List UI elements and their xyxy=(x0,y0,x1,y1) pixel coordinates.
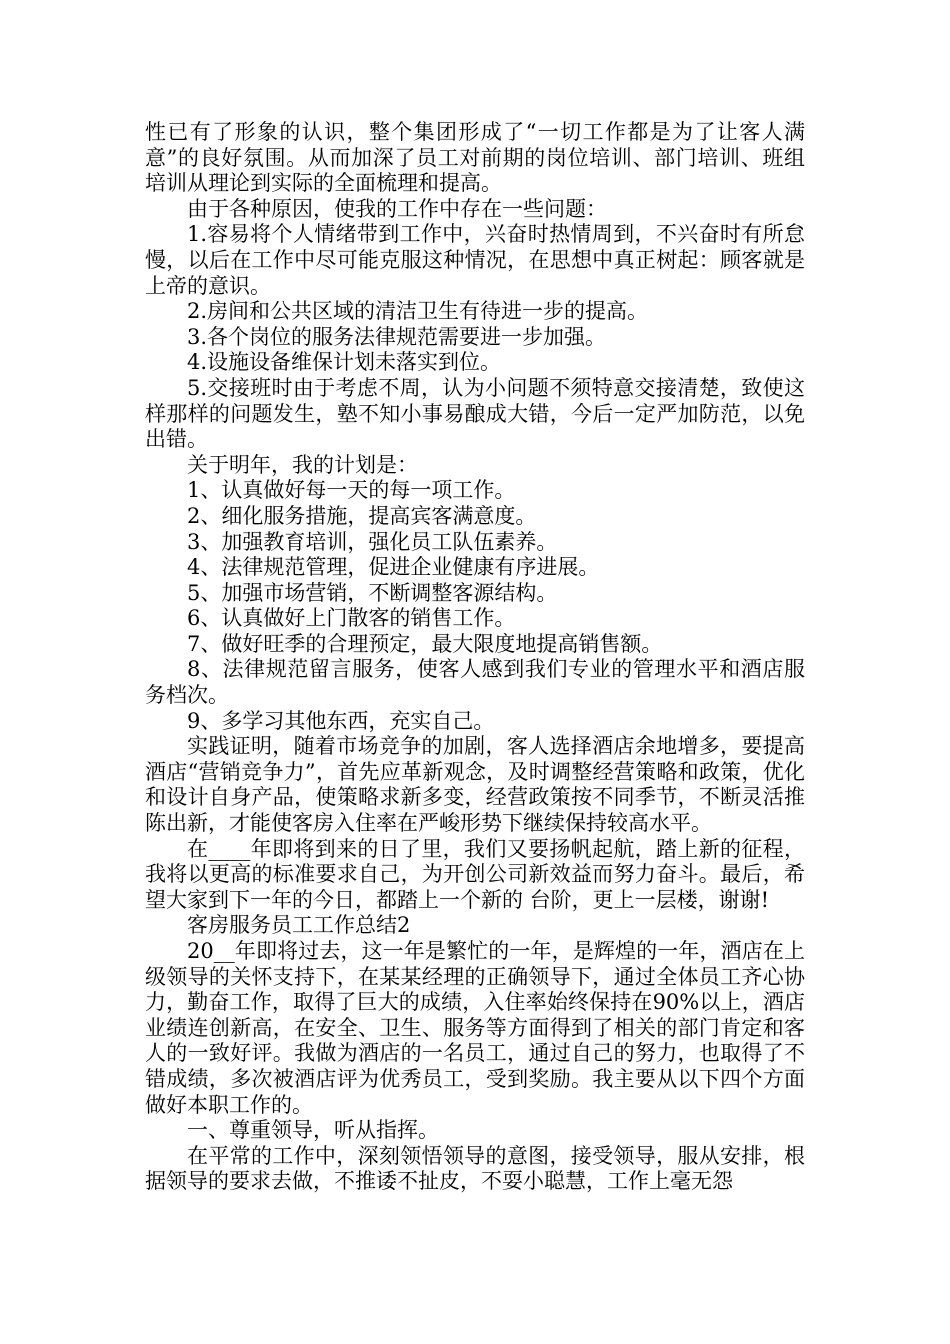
paragraph-plan-7: 7、做好旺季的合理预定，最大限度地提高销售额。 xyxy=(187,631,663,656)
paragraph-plan-5: 5、加强市场营销，不断调整客源结构。 xyxy=(187,580,558,605)
paragraph-plan-4: 4、法律规范管理，促进企业健康有序进展。 xyxy=(187,555,600,580)
paragraph-problem-2: 2.房间和公共区域的清洁卫生有待进一步的提高。 xyxy=(187,299,649,324)
paragraph-plan-3: 3、加强教育培训，强化员工队伍素养。 xyxy=(187,529,558,554)
section-title: 客房服务员工工作总结2 xyxy=(187,913,411,938)
paragraph-problem-4: 4.设施设备维保计划未落实到位。 xyxy=(187,350,502,375)
paragraph-problem-5: 5.交接班时由于考虑不周，认为小问题不须特意交接清楚，致使这样那样的问题发生，塾不知小事易酿成大错，今后一定严加防范，以免出错。 xyxy=(145,375,805,452)
paragraph-respect-leadership: 在平常的工作中，深刻领悟领导的意图，接受领导，服从安排，根据领导的要求去做，不推诿不扯皮，不耍小聪慧，工作上毫无怨 xyxy=(145,1143,805,1194)
paragraph-practice: 实践证明，随着市场竞争的加剧，客人选择酒店余地增多，要提高酒店“营销竞争力”，首先应革新观念，及时调整经营策略和政策，优化和设计自身产品，使策略求新多变，经营政策按不同季节，不断灵活推陈出新，才能使客房入住率在严峻形势下继续保持较高水平。 xyxy=(145,734,805,836)
paragraph-problem-1: 1.容易将个人情绪带到工作中，兴奋时热情周到，不兴奋时有所怠慢，以后在工作中尽可能克服这种情况，在思想中真正树起：顾客就是上帝的意识。 xyxy=(145,222,805,298)
paragraph-plan-1: 1、认真做好每一天的每一项工作。 xyxy=(187,478,516,503)
paragraph-continuation: 性已有了形象的认识，整个集团形成了“一切工作都是为了让客人满意”的良好氛围。从而加深了员工对前期的岗位培训、部门培训、班组培训从理论到实际的全面梳理和提高。 xyxy=(145,120,805,196)
paragraph-plan-2: 2、细化服务措施，提高宾客满意度。 xyxy=(187,503,537,528)
paragraph-plan-9: 9、多学习其他东西，充实自己。 xyxy=(187,708,495,733)
paragraph-plan-6: 6、认真做好上门散客的销售工作。 xyxy=(187,606,516,631)
paragraph-problem-3: 3.各个岗位的服务法律规范需要进一步加强。 xyxy=(187,324,607,349)
document-body xyxy=(145,120,805,1195)
paragraph-closing: 在____年即将到来的日了里，我们又要扬帆起航，踏上新的征程，我将以更高的标准要求自己，为开创公司新效益而努力奋斗。最后，希望大家到下一年的今日，都踏上一个新的 台阶，更上一层楼，谢谢! xyxy=(145,836,805,912)
paragraph-problems-intro: 由于各种原因，使我的工作中存在一些问题： xyxy=(187,196,607,221)
paragraph-plan-intro: 关于明年，我的计划是： xyxy=(187,452,418,477)
paragraph-summary-2-intro: 20__年即将过去，这一年是繁忙的一年，是辉煌的一年，酒店在上级领导的关怀支持下，在某某经理的正确领导下，通过全体员工齐心协力，勤奋工作，取得了巨大的成绩，入住率始终保持在90%以上，酒店业绩连创新高，在安全、卫生、服务等方面得到了相关的部门肯定和客人的一致好评。我做为酒店的一名员工，通过自己的努力，也取得了不错成绩，多次被酒店评为优秀员工，受到奖励。我主要从以下四个方面做好本职工作的。 xyxy=(145,939,805,1117)
paragraph-plan-8: 8、法律规范留言服务，使客人感到我们专业的管理水平和酒店服务档次。 xyxy=(145,657,805,708)
paragraph-heading-1: 一、尊重领导，听从指挥。 xyxy=(187,1118,439,1143)
